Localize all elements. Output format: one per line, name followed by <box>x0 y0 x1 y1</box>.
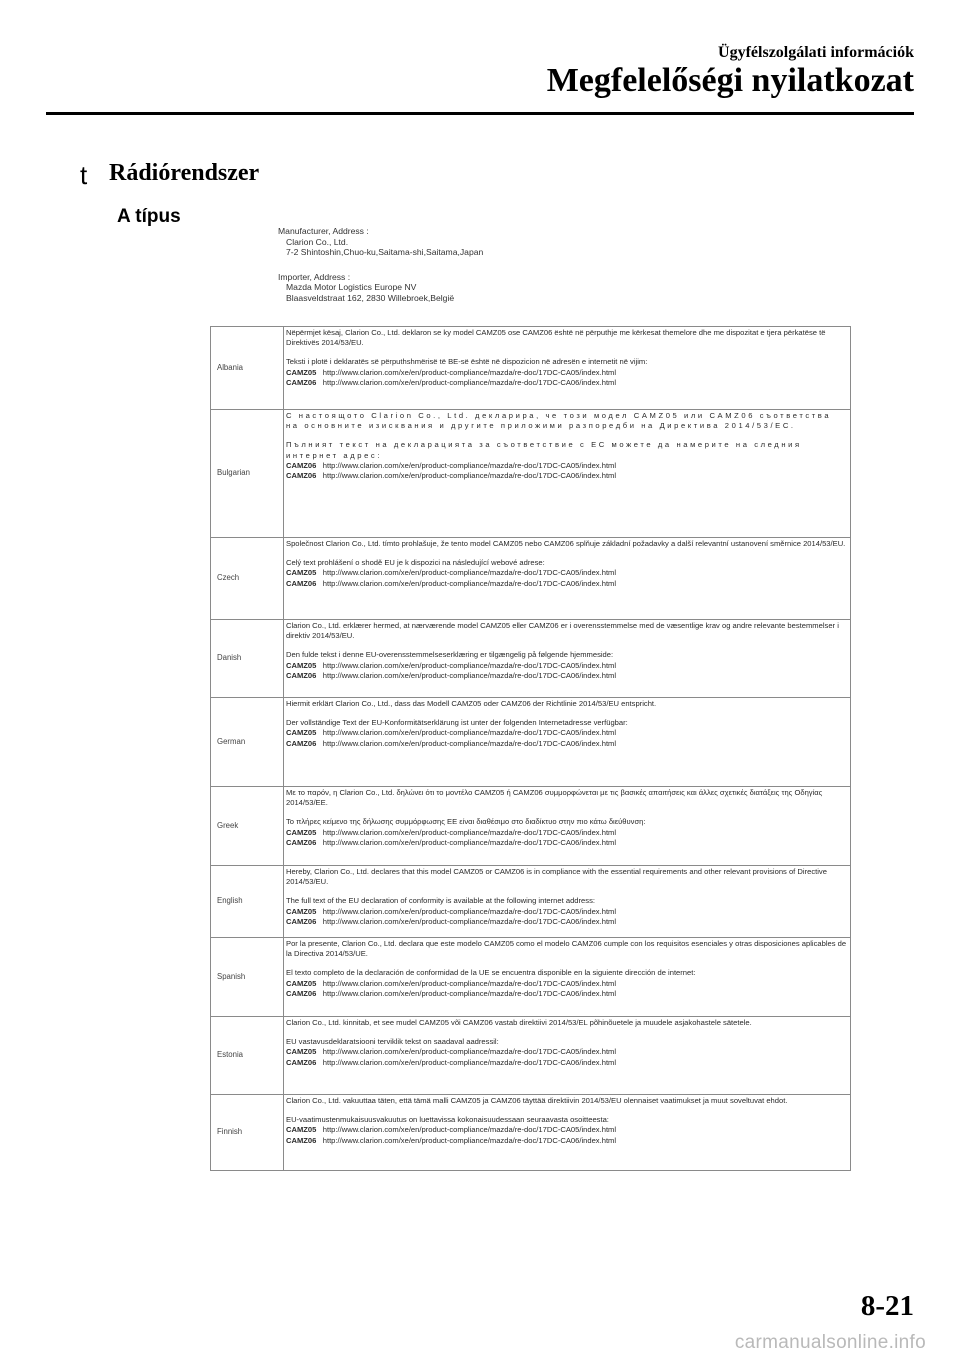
model-code: CAMZ06 <box>286 988 317 998</box>
compliance-link-line <box>286 378 848 388</box>
chapter-heading: Ügyfélszolgálati információk <box>718 44 914 61</box>
importer-name: Mazda Motor Logistics Europe NV <box>286 282 417 293</box>
compliance-url: http://www.clarion.com/xe/en/product-compliance/mazda/re-doc/17DC-CA05/index.html <box>322 1125 617 1135</box>
declaration-statement: Nëpërmjet kësaj, Clarion Co., Ltd. deklaron se ky model CAMZ05 ose CAMZ06 është në përputhje me kërkesat themelore dhe me dispozitat e tjera përkatëse të Direktivës 2014/53/EU. <box>286 328 826 348</box>
manufacturer-name: Clarion Co., Ltd. <box>286 236 349 247</box>
compliance-link-line <box>286 917 848 927</box>
compliance-url: http://www.clarion.com/xe/en/product-compliance/mazda/re-doc/17DC-CA05/index.html <box>322 906 617 916</box>
language-label: Spanish <box>211 938 284 1017</box>
model-code: CAMZ05 <box>286 568 317 578</box>
declaration-intro: Το πλήρες κείμενο της δήλωσης συμμόρφωσης ΕΕ είναι διαθέσιμο στο διαδίκτυο στην πιο κάτω διεύθυνση: <box>286 817 646 827</box>
model-code: CAMZ06 <box>286 670 317 680</box>
model-code: CAMZ05 <box>286 728 317 738</box>
declaration-intro: EU vastavusdeklaratsiooni terviklik tekst on saadaval aadressil: <box>286 1037 499 1047</box>
declaration-statement: Clarion Co., Ltd. vakuuttaa täten, että tämä malli CAMZ05 ja CAMZ06 täyttää direktiivin 2014/53/EU olennaiset vaatimukset ja muut soveltuvat ehdot. <box>286 1096 788 1105</box>
compliance-link-line <box>286 1047 848 1057</box>
compliance-link-line <box>286 1058 848 1068</box>
watermark: carmanualsonline.info <box>734 1332 926 1353</box>
compliance-link-line <box>286 838 848 848</box>
compliance-url: http://www.clarion.com/xe/en/product-compliance/mazda/re-doc/17DC-CA06/index.html <box>322 837 617 847</box>
compliance-link-line <box>286 461 848 471</box>
model-code: CAMZ06 <box>286 738 317 748</box>
importer-info <box>278 272 798 304</box>
model-code: CAMZ06 <box>286 460 317 470</box>
declaration-row <box>211 698 851 787</box>
compliance-url: http://www.clarion.com/xe/en/product-compliance/mazda/re-doc/17DC-CA06/index.html <box>322 670 617 680</box>
declaration-row <box>211 787 851 866</box>
compliance-link-line <box>286 907 848 917</box>
declaration-intro: Celý text prohlášení o shodě EU je k dispozici na následující webové adrese: <box>286 558 545 568</box>
model-code: CAMZ06 <box>286 471 317 481</box>
language-label: Greek <box>211 787 284 866</box>
model-code: CAMZ06 <box>286 578 317 588</box>
declaration-text <box>284 866 851 938</box>
compliance-link-line <box>286 661 848 671</box>
model-code: CAMZ05 <box>286 827 317 837</box>
compliance-url: http://www.clarion.com/xe/en/product-compliance/mazda/re-doc/17DC-CA05/index.html <box>322 568 617 578</box>
manufacturer-importer-block <box>278 226 798 318</box>
declaration-row <box>211 866 851 938</box>
declaration-row <box>211 538 851 620</box>
language-label: Bulgarian <box>211 410 284 538</box>
section-marker-icon: t <box>80 160 88 190</box>
manufacturer-info <box>278 226 798 258</box>
compliance-link-line <box>286 1125 848 1135</box>
compliance-link-line <box>286 368 848 378</box>
compliance-link-line <box>286 1136 848 1146</box>
compliance-link-line <box>286 828 848 838</box>
declaration-statement: С настоящото Clarion Co., Ltd. декларира, че този модел CAMZ05 или CAMZ06 съответства на основните изисквания и другите приложими разпоредби на Директива 2014/53/ЕС. <box>286 411 832 431</box>
compliance-url: http://www.clarion.com/xe/en/product-compliance/mazda/re-doc/17DC-CA06/index.html <box>322 988 617 998</box>
compliance-link-line <box>286 979 848 989</box>
model-code: CAMZ05 <box>286 660 317 670</box>
declaration-intro: Den fulde tekst i denne EU-overensstemmelseserklæring er tilgængelig på følgende hjemmeside: <box>286 650 614 660</box>
declaration-row <box>211 410 851 538</box>
declaration-text <box>284 410 851 538</box>
model-code: CAMZ05 <box>286 1125 317 1135</box>
model-code: CAMZ06 <box>286 916 317 926</box>
header-divider <box>46 112 914 115</box>
declaration-statement: Společnost Clarion Co., Ltd. tímto prohlašuje, že tento model CAMZ05 nebo CAMZ06 splňuje základní požadavky a další relevantní ustanovení směrnice 2014/53/EU. <box>286 539 846 548</box>
declaration-statement: Hereby, Clarion Co., Ltd. declares that this model CAMZ05 or CAMZ06 is in compliance with the essential requirements and other relevant provisions of Directive 2014/53/EU. <box>286 867 827 887</box>
model-code: CAMZ05 <box>286 978 317 988</box>
compliance-link-line <box>286 671 848 681</box>
model-code: CAMZ06 <box>286 377 317 387</box>
language-label: Finnish <box>211 1095 284 1171</box>
manufacturer-label: Manufacturer, Address : <box>278 226 369 236</box>
declaration-statement: Hiermit erklärt Clarion Co., Ltd., dass das Modell CAMZ05 oder CAMZ06 der Richtlinie 2014/53/EU entspricht. <box>286 699 657 708</box>
compliance-url: http://www.clarion.com/xe/en/product-compliance/mazda/re-doc/17DC-CA05/index.html <box>322 978 617 988</box>
language-label: Albania <box>211 327 284 410</box>
importer-address: Blaasveldstraat 162, 2830 Willebroek,België <box>286 292 455 303</box>
declaration-text <box>284 787 851 866</box>
section-title: Rádiórendszer <box>109 160 260 186</box>
compliance-url: http://www.clarion.com/xe/en/product-compliance/mazda/re-doc/17DC-CA05/index.html <box>322 1047 617 1057</box>
declaration-text <box>284 538 851 620</box>
model-code: CAMZ05 <box>286 1047 317 1057</box>
declaration-text <box>284 620 851 698</box>
compliance-url: http://www.clarion.com/xe/en/product-compliance/mazda/re-doc/17DC-CA06/index.html <box>322 1135 617 1145</box>
declaration-intro: The full text of the EU declaration of conformity is available at the following internet address: <box>286 896 595 906</box>
compliance-url: http://www.clarion.com/xe/en/product-compliance/mazda/re-doc/17DC-CA05/index.html <box>322 660 617 670</box>
subsection-title: A típus <box>117 206 181 227</box>
declaration-row <box>211 938 851 1017</box>
declaration-row <box>211 620 851 698</box>
declaration-row <box>211 327 851 410</box>
declaration-statement: Clarion Co., Ltd. erklærer hermed, at nærværende model CAMZ05 eller CAMZ06 er i overensstemmelse med de væsentlige krav og andre relevante bestemmelser i direktiv 2014/53/EU. <box>286 621 839 641</box>
declaration-row <box>211 1017 851 1095</box>
declaration-intro: Пълният текст на декларацията за съответствие с ЕС можете да намерите на следния интернет адрес: <box>286 440 802 460</box>
compliance-link-line <box>286 568 848 578</box>
compliance-url: http://www.clarion.com/xe/en/product-compliance/mazda/re-doc/17DC-CA06/index.html <box>322 471 617 481</box>
model-code: CAMZ05 <box>286 906 317 916</box>
compliance-url: http://www.clarion.com/xe/en/product-compliance/mazda/re-doc/17DC-CA06/index.html <box>322 738 617 748</box>
compliance-url: http://www.clarion.com/xe/en/product-compliance/mazda/re-doc/17DC-CA06/index.html <box>322 578 617 588</box>
page-title: Megfelelőségi nyilatkozat <box>546 62 914 99</box>
page-number: 8-21 <box>860 1290 914 1322</box>
declaration-intro: EU-vaatimustenmukaisuusvakuutus on luettavissa kokonaisuudessaan seuraavasta osoitteesta: <box>286 1115 609 1125</box>
language-label: Estonia <box>211 1017 284 1095</box>
declaration-text <box>284 698 851 787</box>
compliance-url: http://www.clarion.com/xe/en/product-compliance/mazda/re-doc/17DC-CA05/index.html <box>322 827 617 837</box>
declaration-statement: Με το παρόν, η Clarion Co., Ltd. δηλώνει ότι το μοντέλο CAMZ05 ή CAMZ06 συμμορφώνεται με τις βασικές απαιτήσεις και άλλες σχετικές διατάξεις της Οδηγίας 2014/53/ΕΕ. <box>286 788 823 808</box>
language-label: German <box>211 698 284 787</box>
declaration-text <box>284 938 851 1017</box>
declaration-row <box>211 1095 851 1171</box>
language-label: Czech <box>211 538 284 620</box>
compliance-url: http://www.clarion.com/xe/en/product-compliance/mazda/re-doc/17DC-CA06/index.html <box>322 377 617 387</box>
declaration-intro: Teksti i plotë i deklaratës së përputhshmërisë të BE-së është në dispozicion në adresën e internetit në vijim: <box>286 357 648 367</box>
model-code: CAMZ05 <box>286 367 317 377</box>
declaration-text <box>284 1017 851 1095</box>
manufacturer-address: 7-2 Shintoshin,Chuo-ku,Saitama-shi,Saitama,Japan <box>286 247 484 258</box>
declaration-text <box>284 327 851 410</box>
language-label: English <box>211 866 284 938</box>
compliance-url: http://www.clarion.com/xe/en/product-compliance/mazda/re-doc/17DC-CA05/index.html <box>322 367 617 377</box>
compliance-url: http://www.clarion.com/xe/en/product-compliance/mazda/re-doc/17DC-CA05/index.html <box>322 728 617 738</box>
compliance-link-line <box>286 989 848 999</box>
declaration-statement: Por la presente, Clarion Co., Ltd. declara que este modelo CAMZ05 como el modelo CAMZ06 cumple con los requisitos esenciales y otras disposiciones aplicables de la Directiva 2014/53/UE. <box>286 939 847 959</box>
model-code: CAMZ06 <box>286 837 317 847</box>
compliance-link-line <box>286 471 848 481</box>
compliance-link-line <box>286 579 848 589</box>
importer-label: Importer, Address : <box>278 271 351 282</box>
model-code: CAMZ06 <box>286 1135 317 1145</box>
compliance-link-line <box>286 739 848 749</box>
language-label: Danish <box>211 620 284 698</box>
declaration-statement: Clarion Co., Ltd. kinnitab, et see mudel CAMZ05 või CAMZ06 vastab direktiivi 2014/53/EL põhinõuetele ja muudele asjakohastele sätetele. <box>286 1018 752 1027</box>
compliance-url: http://www.clarion.com/xe/en/product-compliance/mazda/re-doc/17DC-CA06/index.html <box>322 916 617 926</box>
compliance-url: http://www.clarion.com/xe/en/product-compliance/mazda/re-doc/17DC-CA05/index.html <box>322 460 617 470</box>
compliance-url: http://www.clarion.com/xe/en/product-compliance/mazda/re-doc/17DC-CA06/index.html <box>322 1057 617 1067</box>
declaration-intro: Der vollständige Text der EU-Konformitätserklärung ist unter der folgenden Internetadresse verfügbar: <box>286 718 628 728</box>
declaration-intro: El texto completo de la declaración de conformidad de la UE se encuentra disponible en la siguiente dirección de internet: <box>286 968 696 978</box>
compliance-link-line <box>286 728 848 738</box>
declaration-text <box>284 1095 851 1171</box>
model-code: CAMZ06 <box>286 1057 317 1067</box>
declaration-table <box>210 326 851 1171</box>
